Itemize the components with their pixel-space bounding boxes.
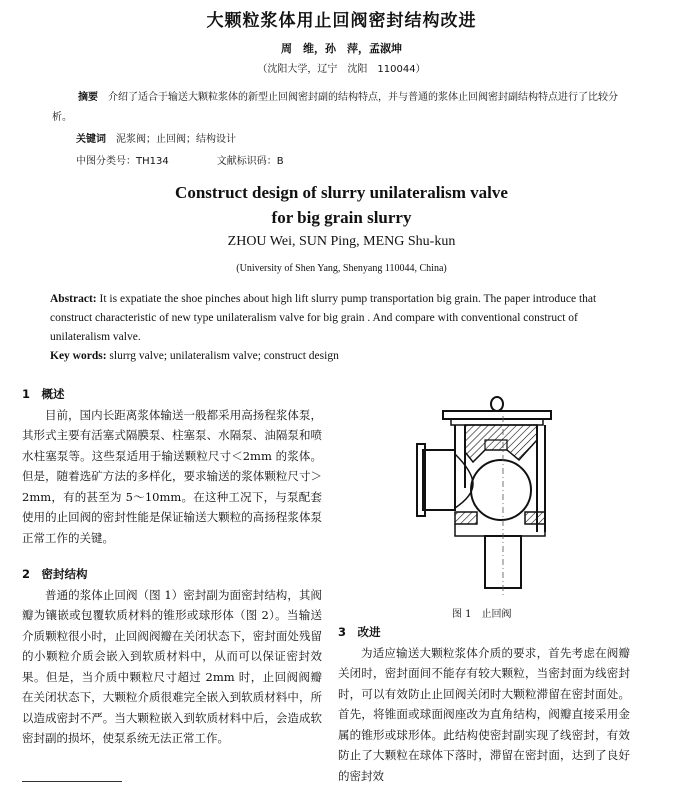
abstract-label-cn: 摘要 xyxy=(78,92,98,103)
section-1 xyxy=(22,384,322,548)
clc-number: 中图分类号：TH134 xyxy=(76,156,169,167)
title-en-line1: Construct design of slurry unilateralism valve xyxy=(175,183,508,202)
authors-en: ZHOU Wei, SUN Ping, MENG Shu-kun xyxy=(227,234,456,249)
section-2 xyxy=(22,564,322,749)
title-en-line2: for big grain slurry xyxy=(271,208,412,227)
affiliation-cn: （沈阳大学，辽宁 沈阳 110044） xyxy=(257,64,426,75)
section-1-heading: 1 概述 xyxy=(22,387,65,401)
keywords-text-en: slurrg valve; unilateralism valve; construct design xyxy=(109,350,339,362)
keywords-cn xyxy=(76,130,236,145)
section-2-paragraph: 普通的浆体止回阀（图 1）密封副为面密封结构，其阀瓣为镶嵌或包覆软质材料的锥形或球形体（图 2）。当输送介质颗粒很小时，止回阀阀瓣在关闭状态下，密封面处残留的小颗粒介质会嵌入到软质材料中，从而可以保证密封效果。但是，当介质中颗粒尺寸超过 2mm 时，止回阀阀瓣在关闭状态下，大颗粒介质很难完全嵌入到软质材料中，所以造成密封不严。当大颗粒嵌入到软质材料中后，会造成软密封副的损坏，使泵系统无法正常工作。 xyxy=(22,587,322,745)
valve-seat xyxy=(455,512,477,524)
authors-cn: 周 维，孙 萍，孟淑坤 xyxy=(281,42,402,55)
check-valve-figure xyxy=(415,392,560,600)
abstract-cn xyxy=(52,88,632,128)
section-1-paragraph: 目前，国内长距离浆体输送一般都采用高扬程浆体泵，其形式主要有活塞式隔膜泵、柱塞泵、水隔泵、油隔泵和喷水柱塞泵等。这些泵适用于输送颗粒尺寸＜2mm 的浆体。但是，随着选矿方法的多样化，要求输送的浆体颗粒尺寸＞2mm，有的甚至为 5～10mm。在这种工况下，与泵配套使用的止回阀的密封性能是保证输送大颗粒的高扬程浆体泵正常工作的关键。 xyxy=(22,407,322,545)
keywords-label-cn: 关键词 xyxy=(76,134,106,145)
section-2-heading: 2 密封结构 xyxy=(22,567,88,581)
hatched-cover xyxy=(465,425,537,462)
keywords-en xyxy=(50,350,339,362)
classification-line xyxy=(76,152,332,167)
lifting-eye xyxy=(491,397,503,411)
keywords-label-en: Key words: xyxy=(50,350,107,362)
document-code: 文献标识码：B xyxy=(216,156,284,167)
section-3-paragraph: 为适应输送大颗粒浆体介质的要求，首先考虑在阀瓣关闭时，密封面间不能存有较大颗粒，当密封面为线密封时，可以有效防止止回阀关闭时大颗粒滞留在密封面处。首先，将锥面或球面阀座改为直角结构，阀瓣直接采用金属的锥形或球形体。此结构使密封副实现了线密封，有效防止了大颗粒在球体下落时，滞留在密封面，达到了良好的密封效 xyxy=(338,645,630,783)
abstract-en xyxy=(50,290,610,347)
valve-ball xyxy=(471,460,531,520)
figure-caption: 图 1 止回阀 xyxy=(452,609,512,620)
abstract-text-cn: 介绍了适合于输送大颗粒浆体的新型止回阀密封副的结构特点，并与普通的浆体止回阀密封副结构特点进行了比较分析。 xyxy=(52,92,618,123)
paper-title-en xyxy=(0,180,683,230)
affiliation-en: (University of Shen Yang, Shenyang 110044, China) xyxy=(236,263,447,274)
paper-title-cn: 大颗粒浆体用止回阀密封结构改进 xyxy=(206,11,477,31)
section-3 xyxy=(338,622,630,786)
abstract-text-en: It is expatiate the shoe pinches about high lift slurry pump transportation big grain. The paper introduce that construct characteristic of new type unilateralism valve for big grain . And compare with conventional construct of unilateralism valve. xyxy=(50,293,597,343)
section-3-heading: 3 改进 xyxy=(338,625,381,639)
keywords-text-cn: 泥浆阀；止回阀；结构设计 xyxy=(116,134,236,145)
footnote-rule xyxy=(22,781,122,782)
top-flange xyxy=(443,411,551,419)
abstract-label-en: Abstract: xyxy=(50,293,97,305)
side-inlet xyxy=(423,450,455,510)
